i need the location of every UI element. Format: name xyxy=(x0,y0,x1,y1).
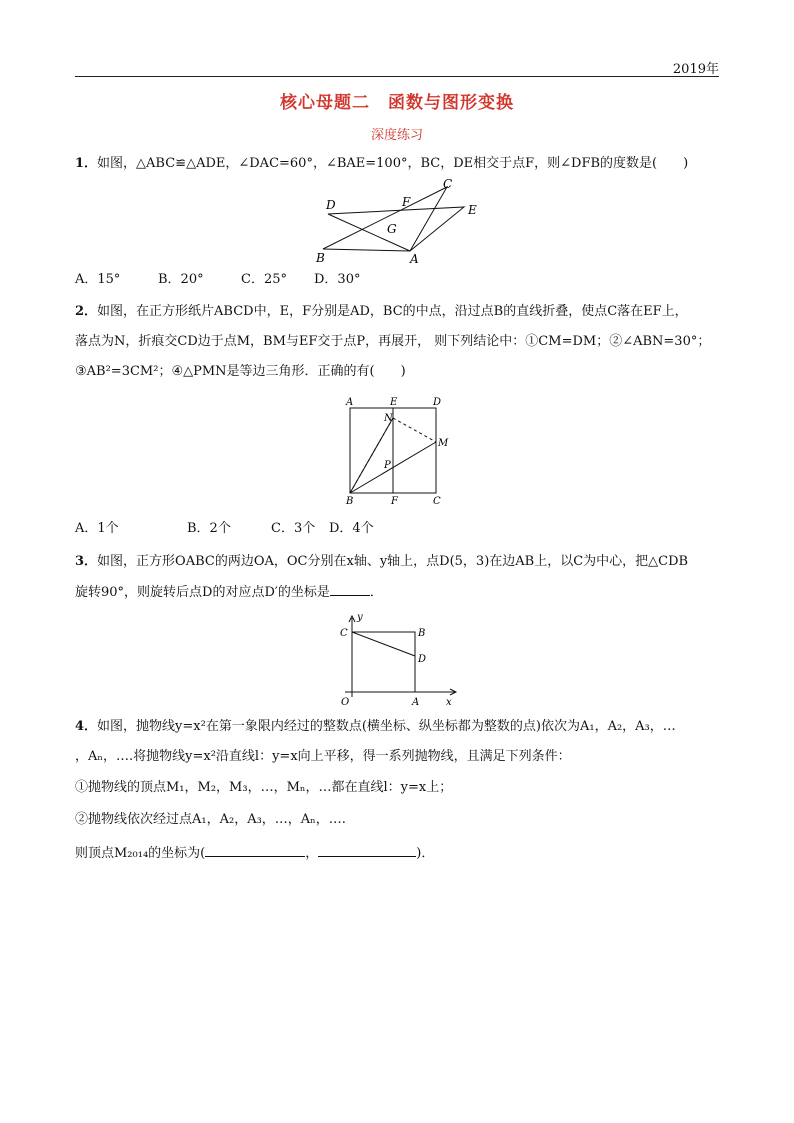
q2-figure xyxy=(340,394,455,506)
q3-square-oabc xyxy=(352,632,415,692)
q3-figure xyxy=(330,612,465,710)
q1-options xyxy=(75,271,360,289)
q4-text-line1: 如图，抛物线y=x²在第一象限内经过的整数点(横坐标、纵坐标都为整数的点)依次为A₁，A₂，A₃，… xyxy=(97,719,676,734)
q3-text-line2-end: ． xyxy=(369,585,383,600)
q1-label-d: D xyxy=(326,198,336,212)
q4-condition-1: ①抛物线的顶点M₁，M₂，M₃，…，Mₙ，…都在直线l：y=x上； xyxy=(75,780,453,795)
q2-option-c: C．3个 xyxy=(271,521,316,536)
q1-figure xyxy=(310,176,490,266)
q1-label-g: G xyxy=(387,222,397,236)
q1-triangle-abc xyxy=(323,187,447,251)
q2-dashed-bn xyxy=(350,418,393,493)
q4-question-text: 则顶点M₂₀₁₄的坐标为( xyxy=(75,846,206,861)
q2-number: 2． xyxy=(75,304,98,319)
q2-stem-line3: ③AB²=3CM²；④△PMN是等边三角形．正确的有( ) xyxy=(75,364,406,379)
q1-label-c: C xyxy=(443,177,453,191)
q3-label-x: x xyxy=(446,697,452,708)
page-subtitle: 深度练习 xyxy=(370,128,423,143)
q3-text-line1: 如图，正方形OABC的两边OA，OC分别在x轴、y轴上，点D(5，3)在边AB上，以C为中心，把△CDB xyxy=(97,554,689,569)
header-rule xyxy=(75,76,719,77)
q1-label-b: B xyxy=(316,251,325,265)
q3-label-o: O xyxy=(341,697,350,708)
q1-label-f: F xyxy=(402,195,411,209)
q3-number: 3． xyxy=(75,554,98,569)
q4-question xyxy=(75,844,434,863)
q2-label-m: M xyxy=(438,438,449,449)
q1-label-e: E xyxy=(468,203,477,217)
q1-option-d: D．30° xyxy=(314,272,361,287)
q3-label-c: C xyxy=(340,628,348,639)
q2-option-a: A．1个 xyxy=(75,521,119,536)
q2-label-f: F xyxy=(391,496,398,506)
header-year: 2019年 xyxy=(672,62,719,77)
q2-stem-line2: 落点为N，折痕交CD边于点M，BM与EF交于点P，再展开， 则下列结论中：①CM=DM；②∠ABN=30°； xyxy=(75,334,711,349)
q1-number: 1． xyxy=(75,156,98,171)
q2-option-b: B．2个 xyxy=(187,521,231,536)
q4-question-comma: ， xyxy=(305,846,319,861)
q1-option-c: C．25° xyxy=(241,272,287,287)
q2-label-p: P xyxy=(384,460,391,471)
q3-text-line2: 旋转90°，则旋转后点D的对应点D′的坐标是 xyxy=(75,585,330,600)
q2-label-d: D xyxy=(433,397,442,408)
q2-text-line1: 如图，在正方形纸片ABCD中，E，F分别是AD，BC的中点，沿过点B的直线折叠，使点C落在EF上， xyxy=(97,304,688,319)
q3-stem-line2 xyxy=(75,583,383,602)
q2-dashed-nm xyxy=(393,418,436,442)
q4-question-end: )． xyxy=(416,846,435,861)
q2-label-e: E xyxy=(390,397,398,408)
q4-number: 4． xyxy=(75,719,98,734)
q3-line-cd xyxy=(352,632,415,656)
q3-answer-blank[interactable] xyxy=(330,583,370,596)
q2-label-n: N xyxy=(384,413,393,424)
q3-stem-line1 xyxy=(75,553,688,571)
q1-option-b: B．20° xyxy=(158,272,204,287)
q1-label-a: A xyxy=(410,252,419,266)
q1-text: 如图，△ABC≌△ADE，∠DAC=60°，∠BAE=100°，BC，DE相交于点F，则∠DFB的度数是( ) xyxy=(97,156,689,171)
q4-stem-line2: ，Aₙ，….将抛物线y=x²沿直线l：y=x向上平移，得一系列抛物线，且满足下列条件： xyxy=(75,749,571,764)
q2-options xyxy=(75,520,374,538)
q3-label-d: D xyxy=(418,654,427,665)
q2-label-a: A xyxy=(346,397,354,408)
q1-stem xyxy=(75,155,688,173)
page-title: 核心母题二 函数与图形变换 xyxy=(280,93,514,113)
q2-label-c: C xyxy=(433,496,441,506)
q4-condition-2: ②抛物线依次经过点A₁，A₂，A₃，…，Aₙ，…. xyxy=(75,812,346,827)
q4-answer-blank-y[interactable] xyxy=(318,844,416,857)
q3-label-a: A xyxy=(412,697,420,708)
q2-option-d: D．4个 xyxy=(329,521,374,536)
q4-answer-blank-x[interactable] xyxy=(205,844,305,857)
q1-option-a: A．15° xyxy=(75,272,121,287)
q2-label-b: B xyxy=(346,496,354,506)
q3-label-b: B xyxy=(418,628,426,639)
q3-label-y: y xyxy=(357,612,363,623)
q2-stem-line1 xyxy=(75,303,688,321)
q4-stem-line1 xyxy=(75,718,676,736)
